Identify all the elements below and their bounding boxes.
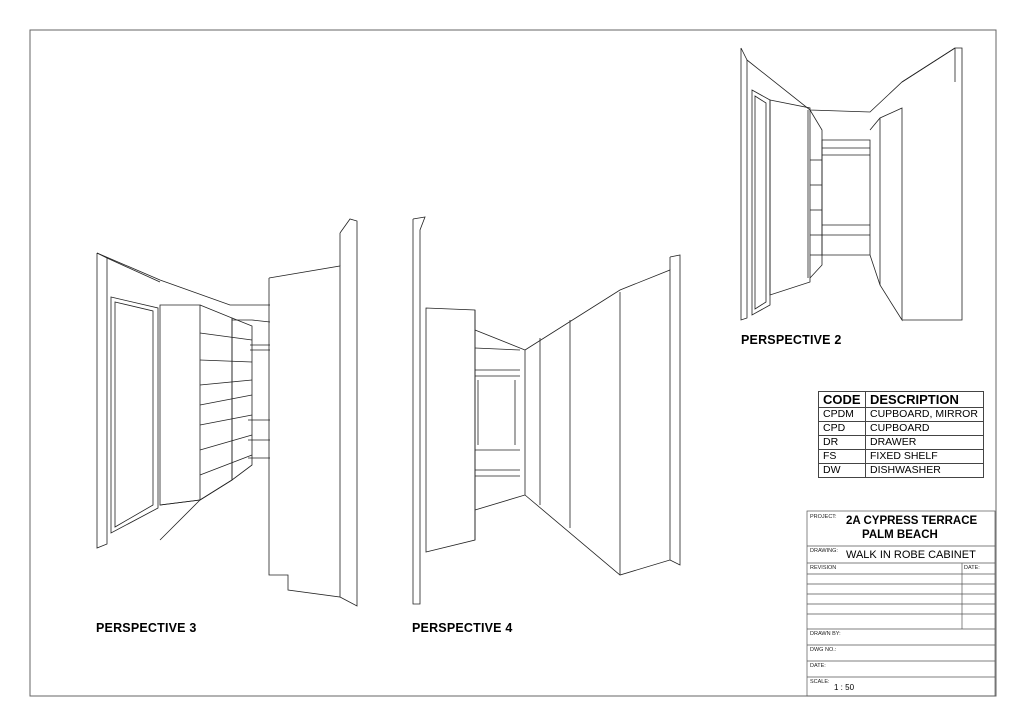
date-label: DATE:	[810, 663, 826, 669]
legend-code: DW	[819, 464, 866, 478]
legend-description: DISHWASHER	[866, 464, 984, 478]
legend-code: CPD	[819, 422, 866, 436]
sheet-border	[30, 30, 996, 696]
project-name-line2: PALM BEACH	[862, 529, 938, 541]
scale-label: SCALE:	[810, 679, 830, 685]
legend-row	[819, 450, 984, 464]
legend-code: CPDM	[819, 408, 866, 422]
legend-code: DR	[819, 436, 866, 450]
project-name-line1: 2A CYPRESS TERRACE	[846, 515, 978, 527]
drawing-title: WALK IN ROBE CABINET	[846, 549, 976, 561]
drawing-label: DRAWING:	[810, 548, 838, 554]
dwg-no-label: DWG NO.:	[810, 647, 837, 653]
legend-row	[819, 464, 984, 478]
perspective-4-drawing	[413, 217, 680, 604]
revision-label: REVISION	[810, 565, 837, 571]
legend-header-code: CODE	[819, 392, 866, 408]
project-label: PROJECT:	[810, 514, 837, 520]
perspective-2-drawing	[741, 48, 962, 320]
legend-description: CUPBOARD	[866, 422, 984, 436]
legend-row	[819, 422, 984, 436]
revision-date-label: DATE:	[964, 565, 980, 571]
legend-description: FIXED SHELF	[866, 450, 984, 464]
perspective-3-drawing	[97, 219, 357, 606]
legend-header-row	[819, 392, 984, 408]
legend-row	[819, 436, 984, 450]
legend-description: DRAWER	[866, 436, 984, 450]
drawn-by-label: DRAWN BY:	[810, 631, 841, 637]
legend-header-description: DESCRIPTION	[866, 392, 984, 408]
legend-row	[819, 408, 984, 422]
scale-value: 1 : 50	[834, 683, 855, 692]
perspective-4-label: PERSPECTIVE 4	[412, 621, 513, 635]
perspective-3-label: PERSPECTIVE 3	[96, 621, 197, 635]
legend-code: FS	[819, 450, 866, 464]
perspective-2-label: PERSPECTIVE 2	[741, 333, 842, 347]
legend-table	[818, 391, 984, 478]
legend-description: CUPBOARD, MIRROR	[866, 408, 984, 422]
